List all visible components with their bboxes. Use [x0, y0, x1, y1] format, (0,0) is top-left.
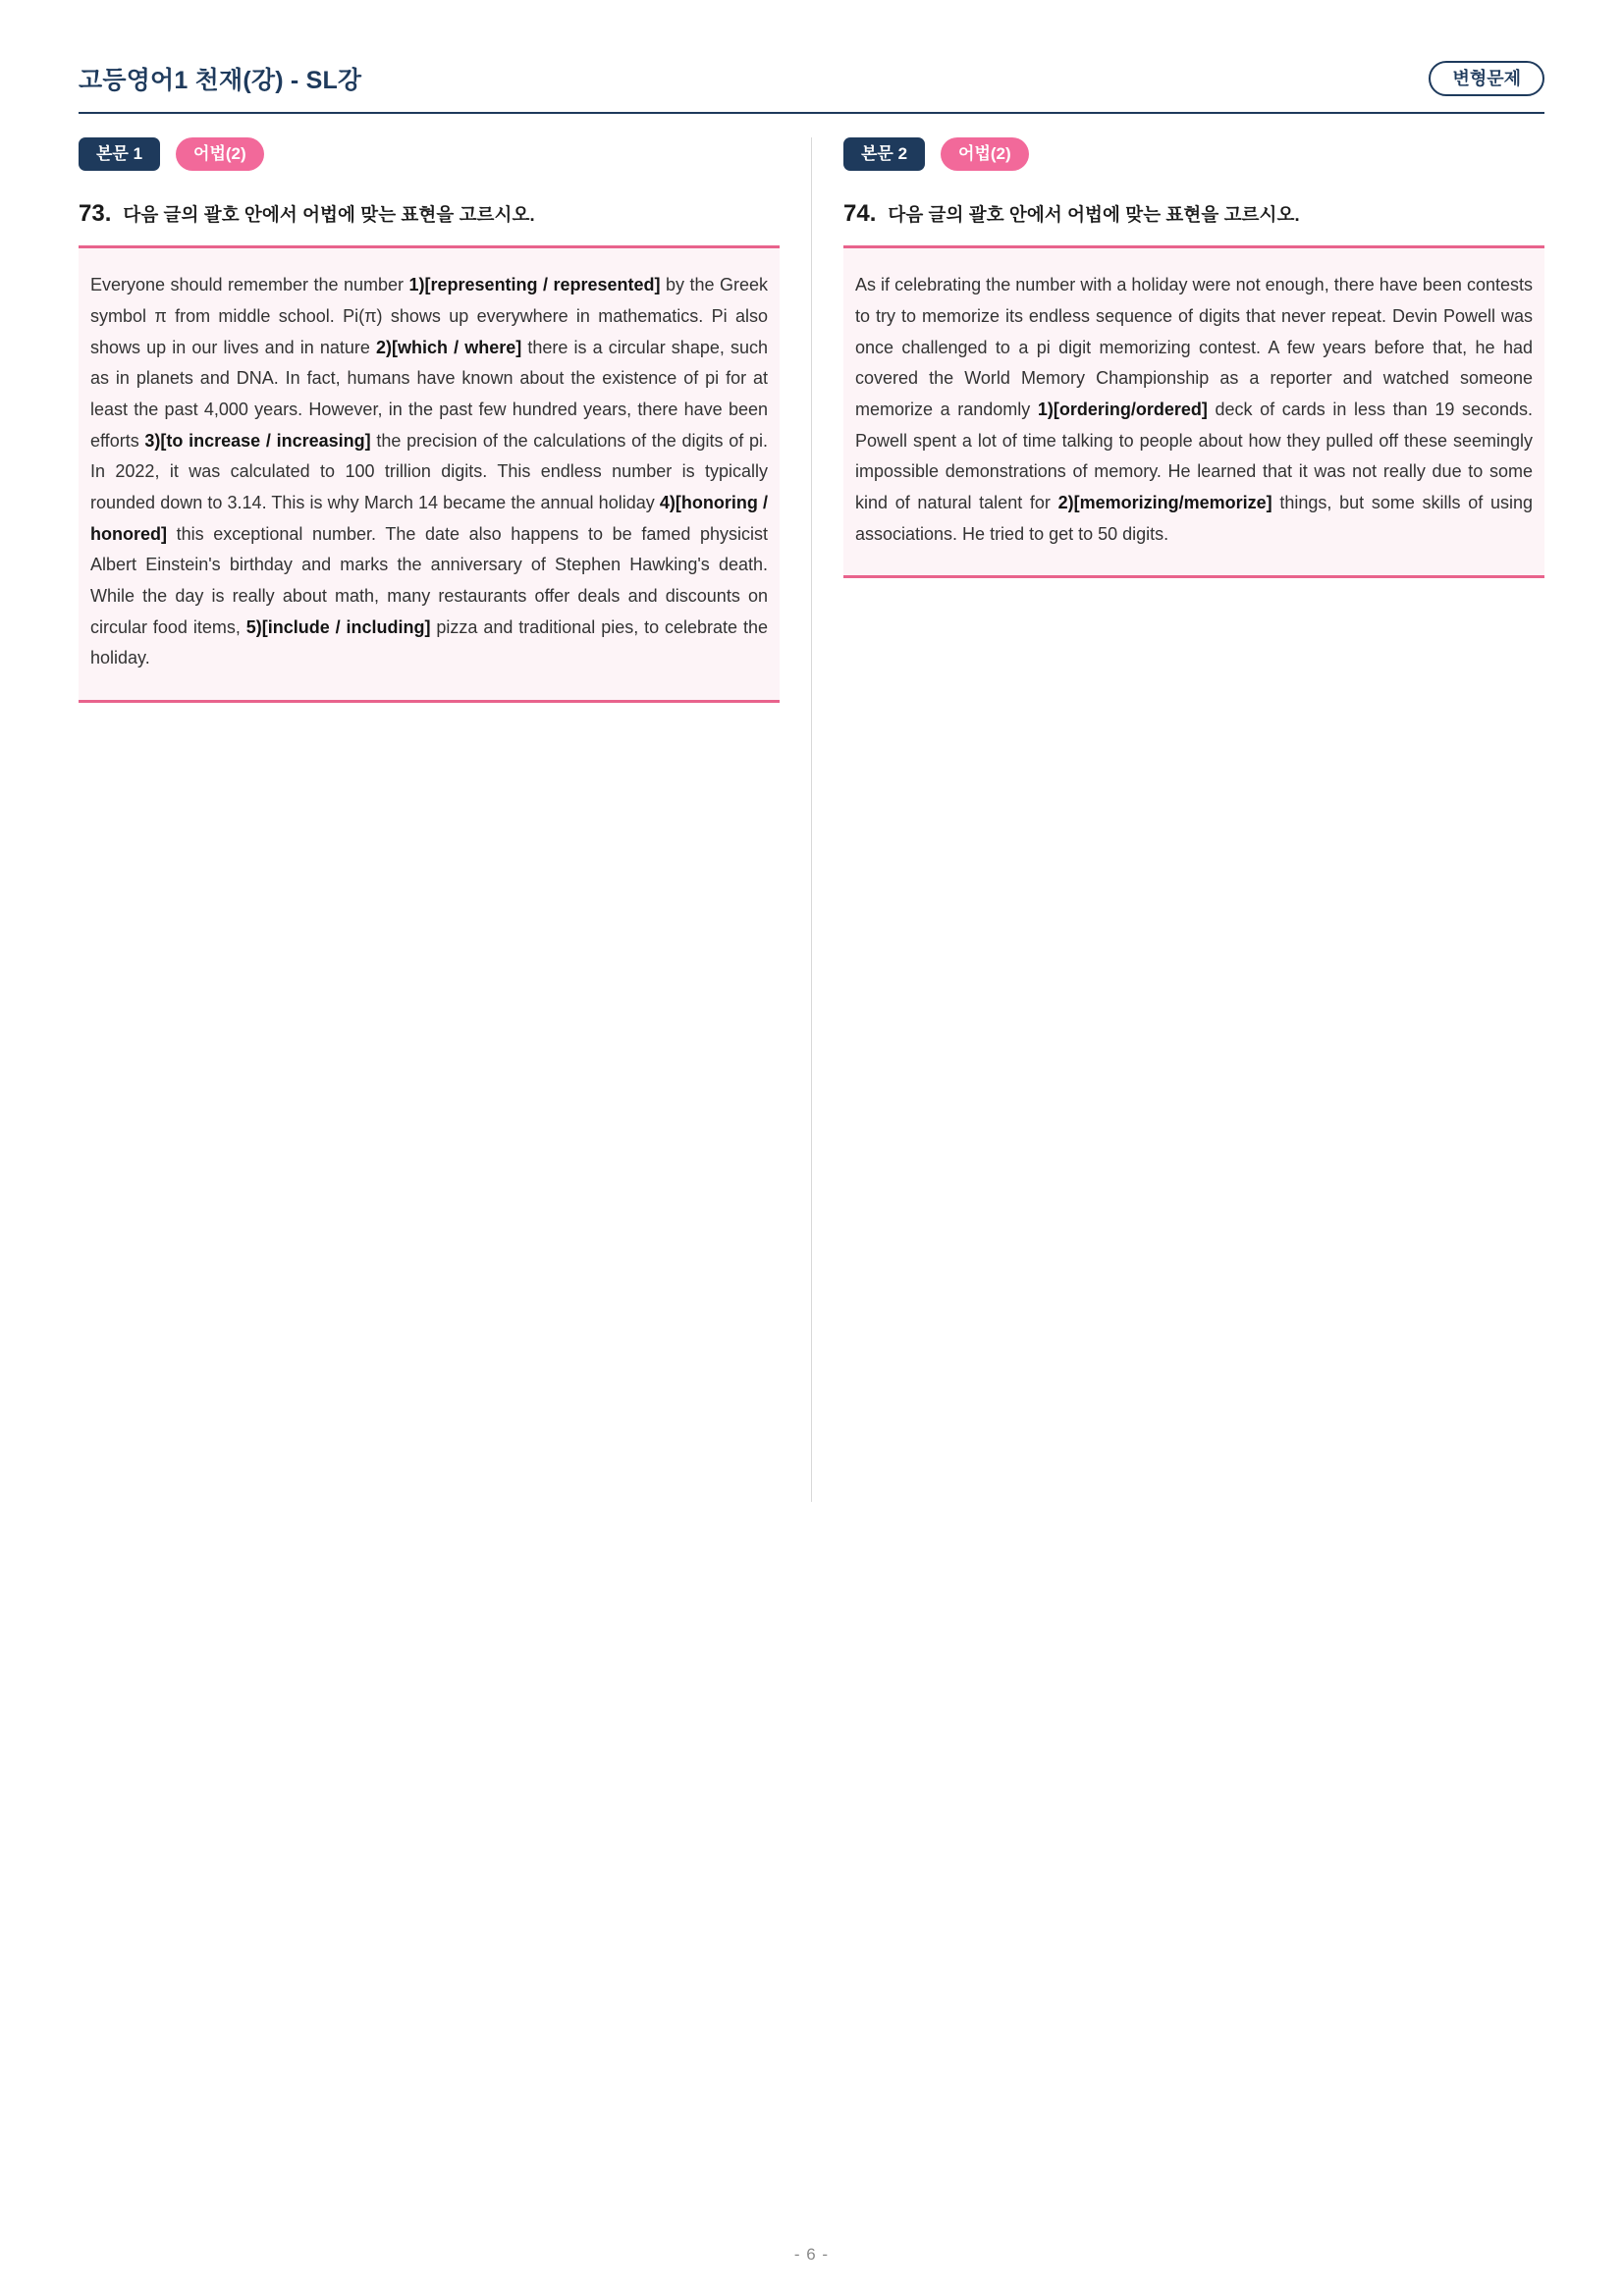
question-prompt-line — [79, 200, 780, 228]
question-block-73 — [79, 137, 780, 1502]
question-number: 74. — [843, 200, 877, 228]
column-divider — [811, 137, 812, 1502]
question-type-badge: 어법(2) — [176, 137, 264, 171]
passage-number-badge: 본문 2 — [843, 137, 925, 171]
document-type-badge: 변형문제 — [1429, 61, 1544, 96]
page-footer — [0, 2245, 1623, 2265]
passage-text: As if celebrating the number with a holiday were not enough, there have been contests to try to memorize its endless sequence of digits that never repeat. Devin Powell was once challenged to a pi digit memorizing contest. A few years before that, he had covered the World Memory Championship as a reporter and watched someone memorize a randomly 1)[ordering/ordered] deck of cards in less than 19 seconds. Powell spent a lot of time talking to people about how they pulled off these seemingly impossible demonstrations of memory. He learned that it was not really due to some kind of natural talent for 2)[memorizing/memorize] things, but some skills of using associations. He tried to get to 50 digits. — [843, 245, 1544, 578]
passage-text: Everyone should remember the number 1)[representing / represented] by the Greek symbol π from middle school. Pi(π) shows up everywhere in mathematics. Pi also shows up in our lives and in nature 2)[which / where] there is a circular shape, such as in planets and DNA. In fact, humans have known about the existence of pi for at least the past 4,000 years. However, in the past few hundred years, there have been efforts 3)[to increase / increasing] the precision of the calculations of the digits of pi. In 2022, it was calculated to 100 trillion digits. This endless number is typically rounded down to 3.14. This is why March 14 became the annual holiday 4)[honoring / honored] this exceptional number. The date also happens to be famed physicist Albert Einstein's birthday and marks the anniversary of Stephen Hawking's death. While the day is really about math, many restaurants offer deals and discounts on circular food items, 5)[include / including] pizza and traditional pies, to celebrate the holiday. — [79, 245, 780, 703]
header — [79, 61, 1544, 96]
content-columns — [79, 137, 1544, 1502]
question-prompt-line — [843, 200, 1544, 228]
question-prompt: 다음 글의 괄호 안에서 어법에 맞는 표현을 고르시오. — [123, 204, 535, 226]
question-prompt: 다음 글의 괄호 안에서 어법에 맞는 표현을 고르시오. — [888, 204, 1300, 226]
header-divider — [79, 112, 1544, 114]
document-title: 고등영어1 천재(강) - SL강 — [79, 67, 362, 94]
question-type-badge: 어법(2) — [941, 137, 1029, 171]
passage-number-badge: 본문 1 — [79, 137, 160, 171]
page-number: - 6 - — [793, 2245, 830, 2264]
badge-row — [79, 137, 780, 171]
badge-row — [843, 137, 1544, 171]
question-number: 73. — [79, 200, 112, 228]
question-block-74 — [843, 137, 1544, 1502]
